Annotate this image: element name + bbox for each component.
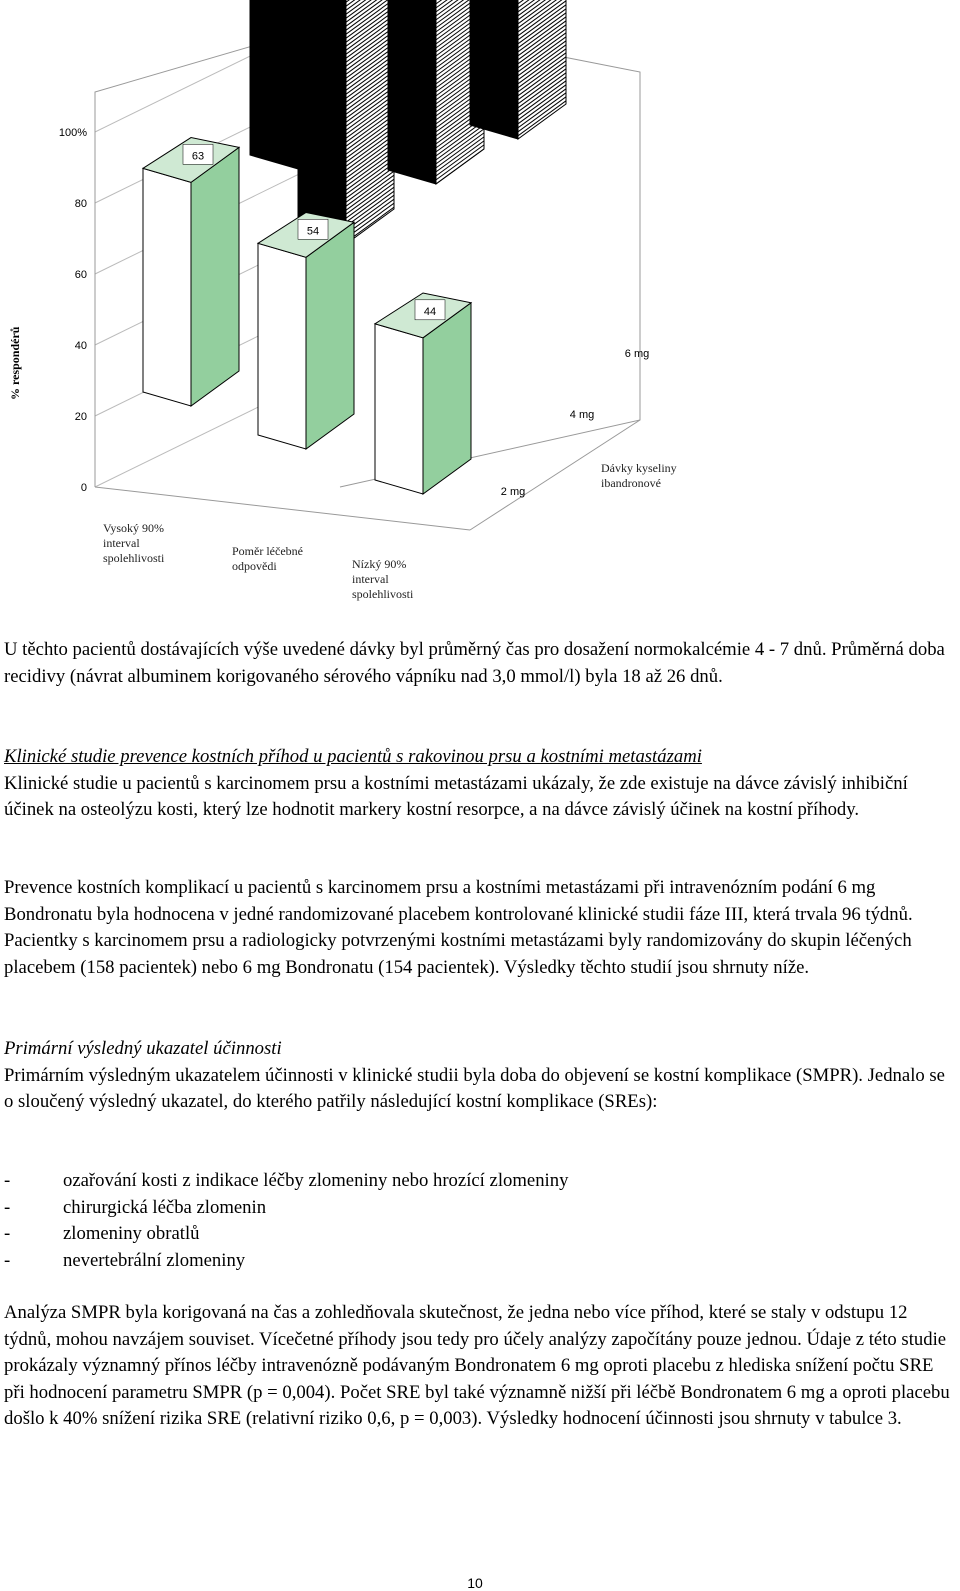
chart-depth-axis-title: Dávky kyseliny ibandronové (601, 461, 677, 490)
bar-side-face (306, 222, 354, 449)
section-clinical-studies (4, 744, 954, 824)
paragraph-dose-dependent: Klinické studie u pacientů s karcinomem prsu a kostními metastázami ukázaly, že zde existuje na dávce závislý inhibiční účinek na osteolýzu kosti, který lze hodnotit markery kostní resorpce, a na dávce závislý účinek na kostní příhody. (4, 772, 908, 821)
chart-y-axis-label: % respondérů (8, 326, 22, 400)
bar-front-face (298, 0, 346, 244)
bar-front-face (258, 243, 306, 449)
depth-tick-label: 2 mg (500, 486, 526, 498)
bar-front-face (470, 0, 518, 139)
section-primary-endpoint (4, 1036, 954, 1116)
bar-front-face (375, 324, 423, 494)
depth-tick-label: 4 mg (569, 409, 595, 421)
y-tick-label: 60 (74, 269, 87, 281)
page-number: 10 (467, 1575, 483, 1591)
paragraph-prevention: Prevence kostních komplikací u pacientů s karcinomem prsu a kostními metastázami při intravenózním podání 6 mg Bondronatu byla hodnocena v jedné randomizované placebem kontrolované klinické studii fáze III, která trvala 96 týdnů. Pacientky s karcinomem prsu a radiologicky potvrzenými kostními metastázami byly randomizovány do skupin léčených placebem (158 pacientek) nebo 6 mg Bondronatu (154 pacientek). Výsledky těchto studií jsou shrnuty níže. (4, 877, 913, 978)
legend-high-ci: Vysoký 90% interval spolehlivosti (103, 521, 165, 565)
y-tick-label: 20 (74, 411, 87, 423)
paragraph-smpr: Primárním výsledným ukazatelem účinnosti v klinické studii byla doba do objevení se kostní komplikace (SMPR). Jednalo se o sloučený výsledný ukazatel, do kterého patřily následující kostní komplikace (SREs): (4, 1064, 945, 1113)
legend-low-ci: Nízký 90% interval spolehlivosti (352, 557, 414, 601)
paragraph-normocalcemia: U těchto pacientů dostávajících výše uvedené dávky byl průměrný čas pro dosažení normokalcémie 4 - 7 dnů. Průměrná doba recidivy (návrat albuminem korigovaného sérového vápníku nad 3,0 mmol/l) byla 18 až 26 dnů. (4, 639, 945, 687)
bar-front-face (250, 0, 298, 169)
depth-tick-label: 6 mg (624, 348, 650, 360)
bar-front-face (388, 0, 436, 184)
bar-front-face (143, 168, 191, 406)
data-label: 54 (306, 225, 320, 238)
bar-side-face (191, 147, 239, 406)
data-label: 63 (191, 150, 205, 163)
section-heading-primary-endpoint: Primární výsledný ukazatel účinnosti (4, 1038, 282, 1059)
data-label: 44 (423, 305, 437, 318)
y-tick-label: 40 (74, 340, 87, 352)
y-tick-label: 0 (80, 482, 87, 494)
y-tick-label: 80 (74, 198, 87, 210)
section-heading-clinical-studies: Klinické studie prevence kostních příhod u pacientů s rakovinou prsu a kostními metastázami (4, 746, 702, 767)
legend-ratio: Poměr léčebné odpovědi (232, 544, 303, 573)
y-tick-label: 100% (58, 127, 87, 139)
paragraph-smpr-analysis: Analýza SMPR byla korigovaná na čas a zohledňovala skutečnost, že jedna nebo více příhod, které se staly v odstupu 12 týdnů, mohou navzájem souviset. Vícečetné příhody jsou tedy pro účely analýzy započítány pouze jednou. Údaje z této studie prokázaly významný přínos léčby intravenózně podávaným Bondronatem 6 mg oproti placebu z hlediska snížení počtu SRE při hodnocení parametru SMPR (p = 0,004). Počet SRE byl také významně nižší při léčbě Bondronatem 6 mg a oproti placebu došlo k 40% snížení rizika SRE (relativní riziko 0,6, p = 0,003). Výsledky hodnocení účinnosti jsou shrnuty v tabulce 3. (4, 1302, 950, 1430)
